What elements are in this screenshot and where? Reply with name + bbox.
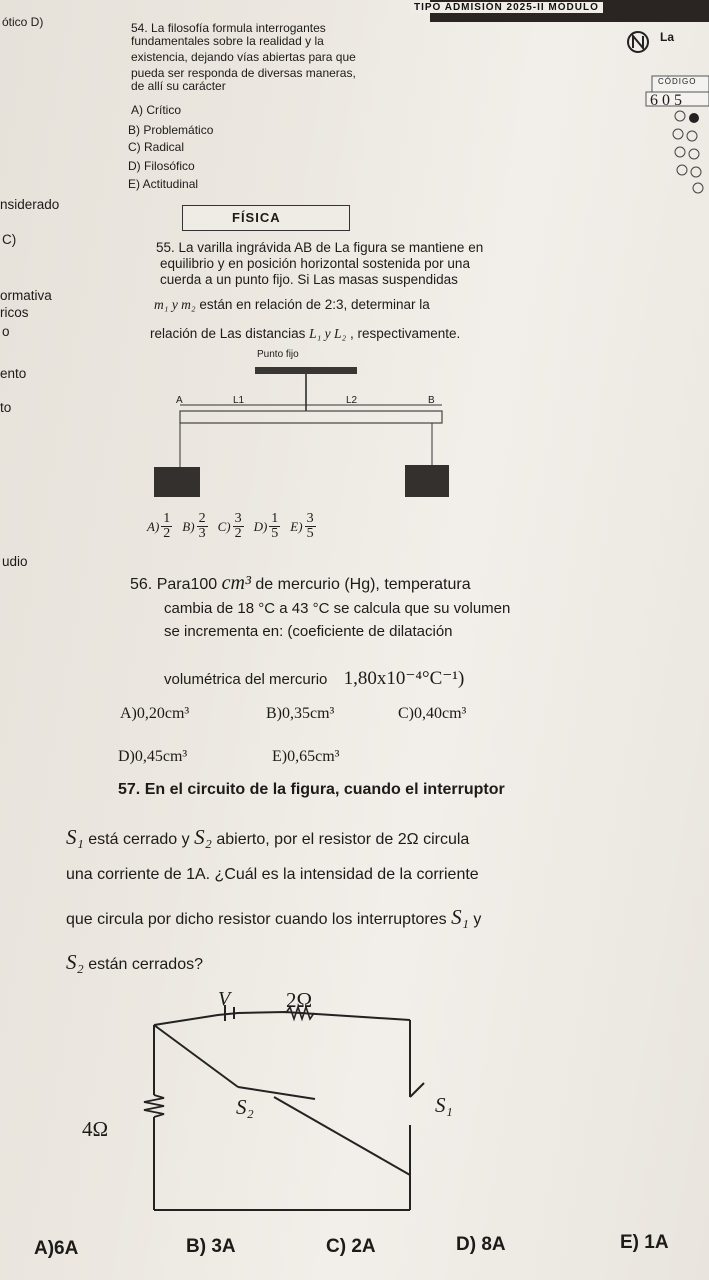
q55-masses: m₁ y m₂ (154, 297, 196, 312)
margin-text-5: ricos (0, 305, 29, 320)
q56-option-a: A)0,20cm³ (120, 705, 190, 722)
margin-text-8: to (0, 400, 12, 415)
q56-unit: cm³ (221, 572, 251, 594)
q56-line-3: se incrementa en: (coeficiente de dilatación (164, 623, 453, 640)
q54-line-4: pueda ser responda de diversas maneras, (131, 66, 356, 80)
code-label: CÓDIGO (658, 77, 697, 86)
q55-distances: L₁ y L₂ (309, 326, 347, 341)
margin-text-9: udio (2, 554, 28, 569)
switch-s2 (274, 1097, 410, 1175)
margin-text-3: C) (2, 232, 17, 247)
q55-line-5 (150, 326, 460, 342)
q56-option-b: B)0,35cm³ (266, 705, 335, 722)
label-l1: L1 (233, 395, 245, 406)
q55-line-2: equilibrio y en posición horizontal sostenida por una (160, 256, 470, 271)
q54-option-d: D) Filosófico (128, 159, 195, 173)
q57-line-1: 57. En el circuito de la figura, cuando el interruptor (118, 781, 505, 798)
resistor-top-label: 2Ω (286, 988, 313, 1012)
resistor-4ohm (144, 1095, 164, 1117)
q55-line-3: cuerda a un punto fijo. Si Las masas suspendidas (160, 272, 458, 287)
s2-label: S₂ (236, 1095, 254, 1119)
q55-options (147, 512, 316, 541)
code-value: 6 0 5 (650, 92, 682, 109)
q54-line-1: 54. La filosofía formula interrogantes (131, 21, 326, 35)
label-b: B (428, 395, 435, 406)
rod-ab (180, 411, 442, 423)
margin-text-1: ótico D) (2, 15, 44, 29)
q56-line-1: 56. Para100 cm³ de mercurio (Hg), temperatura (130, 572, 471, 594)
q56-option-e: E)0,65cm³ (272, 748, 340, 765)
q57-line-5: S₂ están cerrados? (66, 950, 203, 974)
q54-line-3: existencia, dejando vías abiertas para que (131, 50, 356, 64)
q55-distances-text: relación de Las distancias (150, 326, 310, 341)
q54-option-c: C) Radical (128, 140, 185, 154)
question-54-text (131, 22, 431, 93)
q54-option-a: A) Crítico (131, 103, 182, 117)
q56-coefficient: 1,80x10⁻⁴°C⁻¹) (343, 668, 465, 689)
q57-line-2: S₁ está cerrado y S₂ abierto, por el resistor de 2Ω circula (66, 825, 470, 849)
q54-line-2: fundamentales sobre la realidad y la (131, 34, 324, 48)
q55-line-4 (154, 297, 430, 313)
mass-m1 (154, 467, 200, 497)
q57-line-3: una corriente de 1A. ¿Cuál es la intensidad de la corriente (66, 866, 479, 883)
q54-option-e: E) Actitudinal (128, 177, 199, 191)
q56-option-c: C)0,40cm³ (398, 705, 467, 722)
margin-text-7: ento (0, 366, 27, 381)
q54-option-b: B) Problemático (128, 123, 214, 137)
q57-option-c: C) 2A (326, 1236, 376, 1257)
header-title: TIPO ADMISIÓN 2025-II MÓDULO (410, 2, 603, 13)
q57-line-4: que circula por dicho resistor cuando los interruptores S₁ y (66, 905, 482, 929)
q55-option-b: B) $\frac{2}{3}$ (182, 511, 206, 541)
question-55-text (156, 240, 596, 288)
q56-option-d: D)0,45cm³ (118, 748, 188, 765)
fixed-ceiling (255, 367, 357, 374)
switch-s1 (410, 1083, 424, 1097)
q55-option-c: C) $\frac{3}{2}$ (217, 511, 242, 541)
q55-respectively: , respectivamente. (346, 326, 461, 341)
lever-diagram (140, 345, 460, 505)
resistor-left-label: 4Ω (82, 1117, 109, 1141)
label-a: A (176, 395, 183, 406)
diagonal-wire (154, 1025, 238, 1087)
mass-m2 (405, 465, 449, 497)
answer-sheet-margin (618, 20, 709, 230)
q54-line-5: de allí su carácter (131, 79, 226, 93)
logo-text: La (660, 30, 675, 44)
q55-ratio-text: están en relación de 2:3, determinar la (195, 297, 430, 312)
q55-line-1: 55. La varilla ingrávida AB de La figura se mantiene en (156, 240, 484, 255)
q56-line-4: volumétrica del mercurio 1,80x10⁻⁴°C⁻¹) (164, 668, 465, 689)
margin-text-4: ormativa (0, 288, 52, 303)
circuit-diagram (110, 985, 440, 1215)
label-l2: L2 (346, 395, 358, 406)
top-wire (154, 1012, 410, 1025)
q57-option-b: B) 3A (186, 1236, 236, 1257)
margin-text-2: nsiderado (0, 197, 60, 212)
margin-text-6: o (2, 324, 10, 339)
q56-line-2: cambia de 18 °C a 43 °C se calcula que su volumen (164, 600, 511, 617)
q55-option-e: E) $\frac{3}{5}$ (290, 511, 314, 541)
q55-option-a: A) $\frac{1}{2}$ (147, 511, 171, 541)
subject-title: FÍSICA (232, 210, 281, 225)
s1-label: S₁ (435, 1093, 453, 1117)
q57-option-e: E) 1A (620, 1232, 669, 1253)
q57-option-d: D) 8A (456, 1234, 506, 1255)
q55-option-d: D) $\frac{1}{5}$ (253, 511, 279, 541)
q57-option-a: A)6A (34, 1238, 79, 1259)
fixed-point-label: Punto fijo (257, 349, 299, 360)
voltage-label: V (218, 988, 231, 1010)
